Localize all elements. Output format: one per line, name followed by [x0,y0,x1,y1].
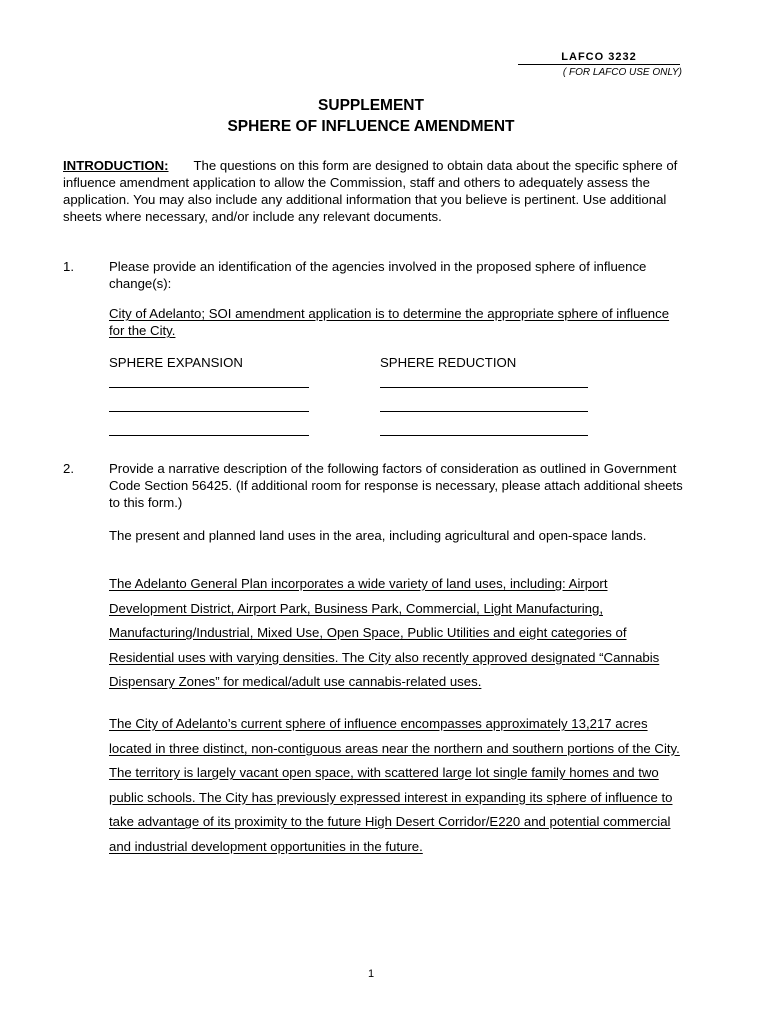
question-1-number: 1. [63,259,74,274]
land-use-answer-paragraph-1: The Adelanto General Plan incorporates a wide variety of land uses, including: Airport Development District, Airport Park, Business Park, Commercial, Light Manufacturing, Manufacturing/Industrial, Mixed Use, Open Space, Public Utilities and eight categories of Residential uses with varying densities. The City also recently approved designated “Cannabis Dispensary Zones” for medical/adult use cannabis-related uses. [109,576,660,689]
page-title-supplement: SUPPLEMENT [318,97,424,114]
sphere-expansion-blank-3[interactable] [109,435,309,436]
introduction-section [63,157,683,225]
land-use-subheading: The present and planned land uses in the area, including agricultural and open-space lands. [109,528,647,543]
sphere-reduction-heading: SPHERE REDUCTION [380,355,517,370]
introduction-text: The questions on this form are designed to obtain data about the specific sphere of influence amendment application to allow the Commission, staff and others to adequately assess the application. You may also include any additional information that you believe is pertinent. Use additional sheets where necessary, and/or include any relevant documents. [63,158,678,224]
sphere-expansion-blank-2[interactable] [109,411,309,412]
introduction-label: INTRODUCTION: [63,158,169,173]
sphere-reduction-blank-1[interactable] [380,387,588,388]
question-2-text: Provide a narrative description of the following factors of consideration as outlined in Government Code Section 56425. (If additional room for response is necessary, please attach additional sheets to this form.) [109,461,683,510]
page-number: 1 [367,968,375,980]
question-2-number: 2. [63,461,74,476]
sphere-expansion-blank-1[interactable] [109,387,309,388]
question-1-answer: City of Adelanto; SOI amendment application is to determine the appropriate sphere of influence for the City. [109,306,670,338]
sphere-expansion-heading: SPHERE EXPANSION [109,355,243,370]
sphere-reduction-blank-2[interactable] [380,411,588,412]
sphere-reduction-blank-3[interactable] [380,435,588,436]
lafco-number: LAFCO 3232 [518,50,680,65]
land-use-answer-paragraph-2: The City of Adelanto’s current sphere of influence encompasses approximately 13,217 acres located in three distinct, non-contiguous areas near the northern and southern portions of the City. The territory is largely vacant open space, with scattered large lot single family homes and two public schools. The City has previously expressed interest in expanding its sphere of influence to take advantage of its proximity to the future High Desert Corridor/E220 and potential commercial and industrial development opportunities in the future. [109,716,680,854]
question-1-text: Please provide an identification of the agencies involved in the proposed sphere of influence change(s): [109,259,647,291]
page-title-sphere-amendment: SPHERE OF INFLUENCE AMENDMENT [227,118,515,135]
lafco-use-note: ( FOR LAFCO USE ONLY) [562,67,682,78]
